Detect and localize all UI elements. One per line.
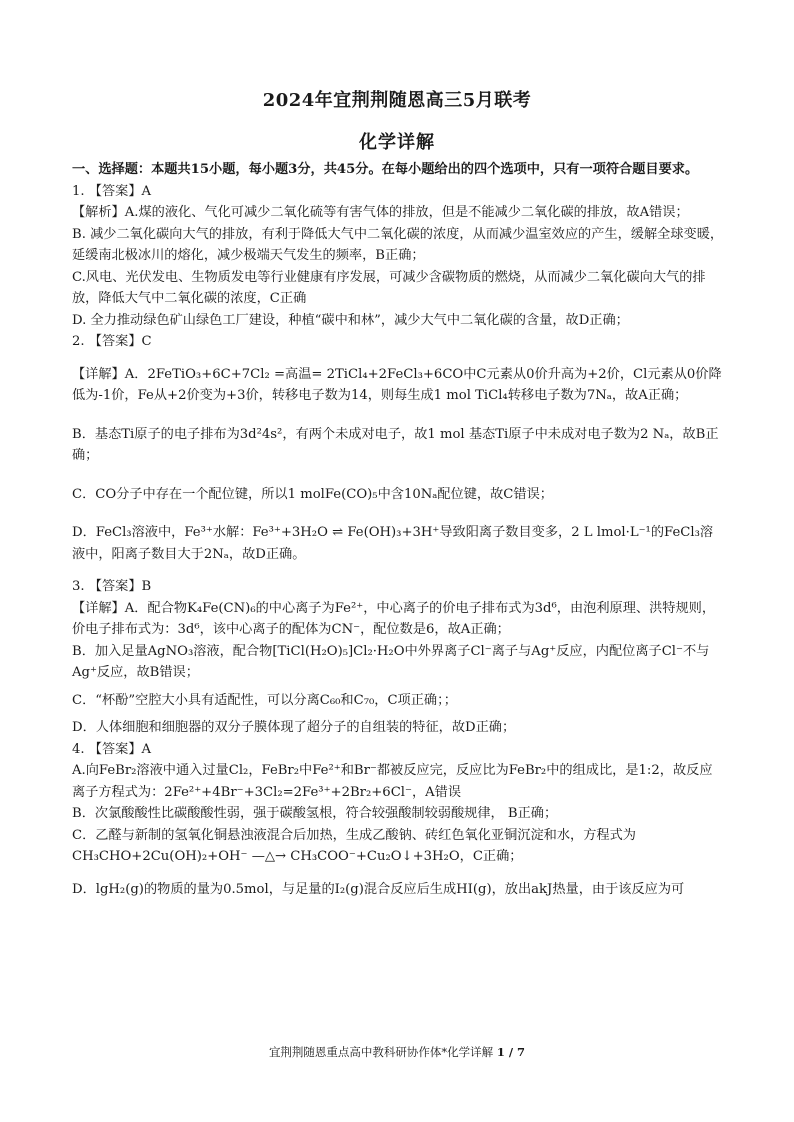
explanation-line: D．人体细胞和细胞器的双分子膜体现了超分子的自组装的特征，故D正确； bbox=[72, 720, 516, 735]
explanation-line: C．“杯酚”空腔大小具有适配性，可以分离C₆₀和C₇₀，C项正确；； bbox=[72, 692, 457, 708]
answer-line: 3. 【答案】B bbox=[72, 579, 152, 594]
page-number: 1 / 7 bbox=[496, 1045, 526, 1059]
explanation-line: D．lgH₂(g)的物质的量为0.5mol，与足量的I₂(g)混合反应后生成HI(g)，放出akJ热量，由于该反应为可 bbox=[72, 881, 685, 897]
answer-line: 1. 【答案】A bbox=[72, 183, 152, 199]
section-heading: 一、选择题：本题共15小题，每小题3分，共45分。在每小题给出的四个选项中，只有一项符合题目要求。 bbox=[72, 162, 699, 177]
explanation-line: B．次氯酸酸性比碳酸酸性弱，强于碳酸氢根，符合较强酸制较弱酸规律， B正确； bbox=[72, 806, 558, 821]
explanation-line: B．加入足量AgNO₃溶液，配合物[TiCl(H₂O)₅]Cl₂·H₂O中外界离子Cl⁻离子与Ag⁺反应，内配位离子Cl⁻不与Ag⁺反应，故B错误； bbox=[72, 643, 710, 680]
explanation-line: D．FeCl₃溶液中，Fe³⁺水解：Fe³⁺+3H₂O ⇌ Fe(OH)₃+3H⁺导致阳离子数目变多，2 L lmol·L⁻¹的FeCl₃溶液中，阳离子数目大于2Nₐ，故D正确。 bbox=[72, 525, 714, 562]
explanation-line: D. 全力推动绿色矿山绿色工厂建设，种植“碳中和林”，减少大气中二氧化碳的含量，故D正确； bbox=[72, 312, 629, 328]
explanation-line: 【详解】A．配合物K₄Fe(CN)₆的中心离子为Fe²⁺，中心离子的价电子排布式为3d⁶，由泡利原理、洪特规则，价电子排布式为：3d⁶，该中心离子的配体为CN⁻，配位数是6，故A正确； bbox=[72, 600, 716, 637]
answer-line: 4. 【答案】A bbox=[72, 741, 152, 757]
document-body bbox=[72, 159, 724, 900]
answer-line: 2. 【答案】C bbox=[72, 334, 152, 349]
page-footer bbox=[0, 1044, 794, 1060]
page-title: 2024年宜荆荆随恩高三5月联考 bbox=[262, 90, 532, 111]
explanation-line: C．乙醛与新制的氢氧化铜悬浊液混合后加热，生成乙酸钠、砖红色氧化亚铜沉淀和水，方程式为CH₃CHO+2Cu(OH)₂+OH⁻ —△→ CH₃COO⁻+Cu₂O↓+3H₂O，C正确； bbox=[72, 827, 636, 864]
page-subtitle: 化学详解 bbox=[359, 132, 435, 153]
explanation-line: 【解析】A.煤的液化、气化可减少二氧化硫等有害气体的排放，但是不能减少二氧化碳的排放，故A错误； bbox=[72, 205, 689, 220]
footer-text: 宜荆荆随恩重点高中教科研协作体*化学详解 bbox=[268, 1045, 494, 1059]
explanation-line: A.向FeBr₂溶液中通入过量Cl₂，FeBr₂中Fe²⁺和Br⁻都被反应完，反应比为FeBr₂中的组成比，是1:2，故反应离子方程式为：2Fe²⁺+4Br⁻+3Cl₂=2Fe³⁺+2Br₂+6Cl⁻，A错误 bbox=[72, 763, 713, 800]
explanation-line: B. 减少二氧化碳向大气的排放，有利于降低大气中二氧化碳的浓度，从而减少温室效应的产生，缓解全球变暖，延缓南北极冰川的熔化，减少极端天气发生的频率，B正确； bbox=[72, 226, 724, 263]
explanation-line: 【详解】A．2FeTiO₃+6C+7Cl₂ =高温= 2TiCl₄+2FeCl₃+6CO中C元素从0价升高为+2价，Cl元素从0价降低为-1价，Fe从+2价变为+3价，转移电子数为14，则每生成1 mol TiCl₄转移电子数为7Nₐ，故A正确； bbox=[72, 366, 722, 403]
explanation-line: B．基态Ti原子的电子排布为3d²4s²，有两个未成对电子，故1 mol 基态Ti原子中未成对电子数为2 Nₐ，故B正确； bbox=[72, 426, 719, 463]
explanation-line: C.风电、光伏发电、生物质发电等行业健康有序发展，可减少含碳物质的燃烧，从而减少二氧化碳向大气的排放，降低大气中二氧化碳的浓度，C正确 bbox=[72, 269, 706, 306]
explanation-line: C．CO分子中存在一个配位键，所以1 molFe(CO)₅中含10Nₐ配位键，故C错误； bbox=[72, 486, 553, 502]
